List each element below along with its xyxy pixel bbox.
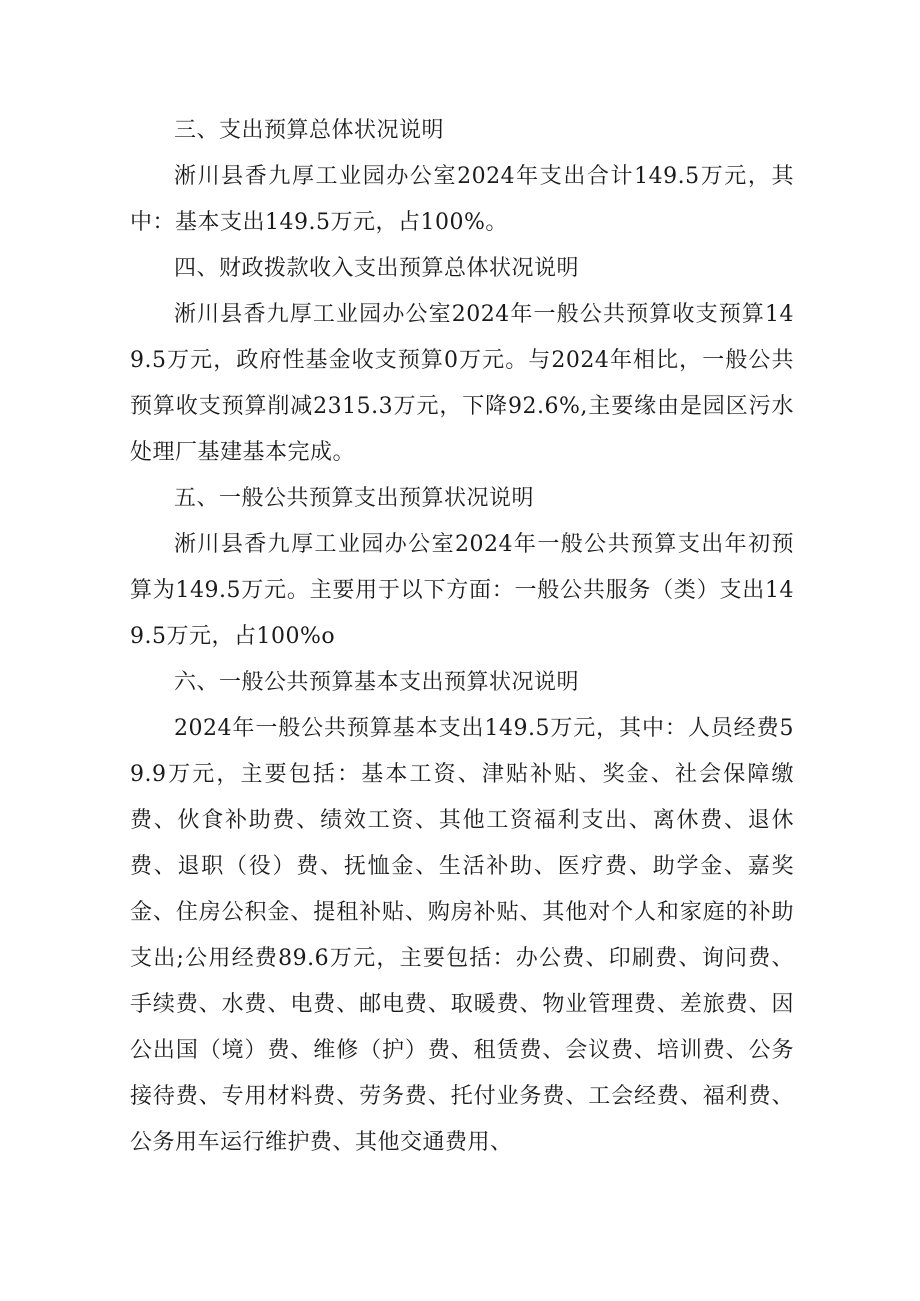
section-heading-5: 五、一般公共预算支出预算状况说明 (174, 486, 535, 511)
section-heading-3: 三、支出预算总体状况说明 (174, 118, 445, 143)
section-paragraph-6: 2024年一般公共预算基本支出149.5万元，其中：人员经费59.9万元，主要包括：基本工资、津贴补贴、奖金、社会保障缴费、伙食补助费、绩效工资、其他工资福利支出、离休费、退休费、退职（役）费、抚恤金、生活补助、医疗费、助学金、嘉奖金、住房公积金、提租补贴、购房补贴、其他对个人和家庭的补助支出;公用经费89.6万元，主要包括：办公费、印刷费、询问费、手续费、水费、电费、邮电费、取暖费、物业管理费、差旅费、因公出国（境）费、维修（护）费、租赁费、会议费、培训费、公务接待费、专用材料费、劳务费、托付业务费、工会经费、福利费、公务用车运行维护费、其他交通费用、 (130, 716, 794, 1155)
section-paragraph-5: 淅川县香九厚工业园办公室2024年一般公共预算支出年初预算为149.5万元。主要用于以下方面：一般公共服务（类）支出149.5万元，占100%o (130, 532, 794, 649)
document-body (130, 108, 794, 1166)
section-heading-4: 四、财政拨款收入支出预算总体状况说明 (174, 256, 580, 281)
section-paragraph-4: 淅川县香九厚工业园办公室2024年一般公共预算收支预算149.5万元，政府性基金收支预算0万元。与2024年相比，一般公共预算收支预算削减2315.3万元，下降92.6%,主要缘由是园区污水处理厂基建基本完成。 (130, 302, 794, 465)
section-heading-6: 六、一般公共预算基本支出预算状况说明 (174, 670, 580, 695)
section-paragraph-3: 淅川县香九厚工业园办公室2024年支出合计149.5万元，其中：基本支出149.5万元，占100%。 (130, 164, 794, 235)
